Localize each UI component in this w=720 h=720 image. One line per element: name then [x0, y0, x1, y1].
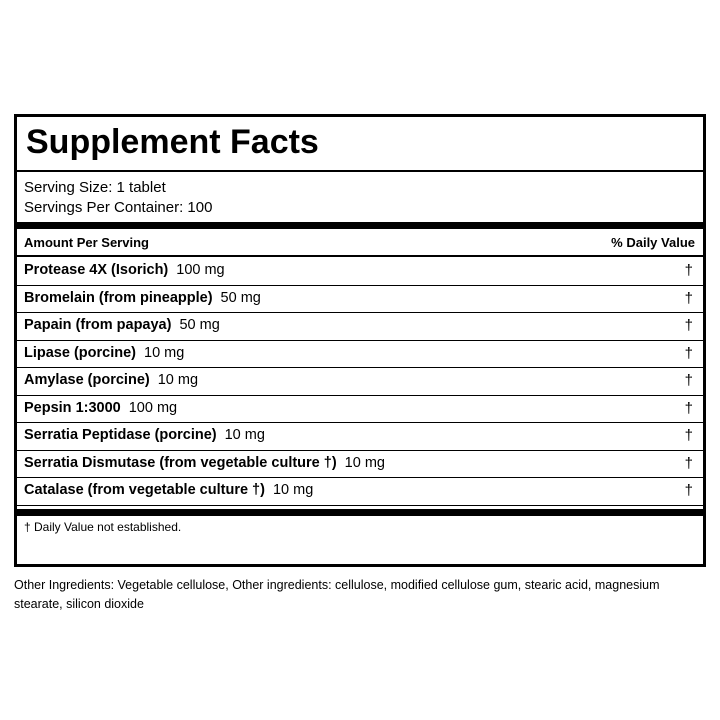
- ingredient-dv: †: [684, 482, 693, 499]
- ingredient-amount: 10 mg: [224, 427, 265, 443]
- ingredient-row: [17, 286, 703, 314]
- serving-divider: [17, 222, 703, 229]
- ingredient-name: Serratia Dismutase (from vegetable culture †) 10 mg: [24, 454, 385, 471]
- ingredient-row: [17, 258, 703, 286]
- ingredient-name: Papain (from papaya) 50 mg: [24, 317, 220, 333]
- ingredient-row: [17, 396, 703, 424]
- serving-size: Serving Size: 1 tablet: [24, 179, 166, 196]
- ingredient-dv: †: [684, 317, 693, 334]
- ingredient-amount: 10 mg: [157, 372, 199, 388]
- header-divider: [17, 255, 703, 257]
- ingredient-amount: 100 mg: [128, 399, 178, 416]
- ingredient-row: [17, 478, 703, 506]
- ingredient-name: Serratia Peptidase (porcine) 10 mg: [24, 427, 265, 443]
- ingredient-dv: †: [684, 262, 693, 279]
- daily-value-footnote: † Daily Value not established.: [24, 520, 182, 534]
- ingredient-rows: [17, 258, 703, 506]
- ingredient-name: Pepsin 1:3000 100 mg: [24, 399, 178, 416]
- ingredient-amount: 10 mg: [344, 454, 385, 471]
- facts-title: Supplement Facts: [26, 123, 319, 161]
- ingredient-row: [17, 341, 703, 369]
- ingredient-dv: †: [684, 372, 693, 389]
- ingredient-amount: 100 mg: [176, 262, 225, 278]
- footer-divider: [17, 509, 703, 516]
- other-ingredients: Other Ingredients: Vegetable cellulose, Other ingredients: cellulose, modified cellulose gum, stearic acid, magnesium stearate, silicon dioxide: [14, 578, 660, 611]
- ingredient-amount: 50 mg: [220, 289, 261, 306]
- title-divider: [17, 170, 703, 172]
- supplement-facts-panel: [14, 114, 706, 567]
- ingredient-name: Catalase (from vegetable culture †) 10 mg: [24, 482, 314, 498]
- ingredient-row: [17, 451, 703, 479]
- ingredient-row: [17, 423, 703, 451]
- ingredient-row: [17, 313, 703, 341]
- ingredient-dv: †: [684, 344, 693, 362]
- ingredient-row: [17, 368, 703, 396]
- ingredient-dv: †: [684, 399, 693, 417]
- ingredient-dv: †: [684, 289, 693, 307]
- ingredient-name: Protease 4X (Isorich) 100 mg: [24, 262, 225, 278]
- ingredient-name: Lipase (porcine) 10 mg: [24, 344, 185, 361]
- ingredient-name: Amylase (porcine) 10 mg: [24, 372, 199, 388]
- ingredient-name: Bromelain (from pineapple) 50 mg: [24, 289, 261, 306]
- ingredient-amount: 50 mg: [179, 317, 220, 333]
- ingredient-amount: 10 mg: [144, 344, 185, 361]
- ingredient-amount: 10 mg: [272, 482, 314, 498]
- ingredient-dv: †: [684, 427, 693, 444]
- servings-per-container: Servings Per Container: 100: [24, 199, 213, 216]
- amount-per-serving-header: Amount Per Serving: [24, 235, 149, 250]
- daily-value-header: % Daily Value: [611, 235, 695, 250]
- ingredient-dv: †: [684, 454, 693, 472]
